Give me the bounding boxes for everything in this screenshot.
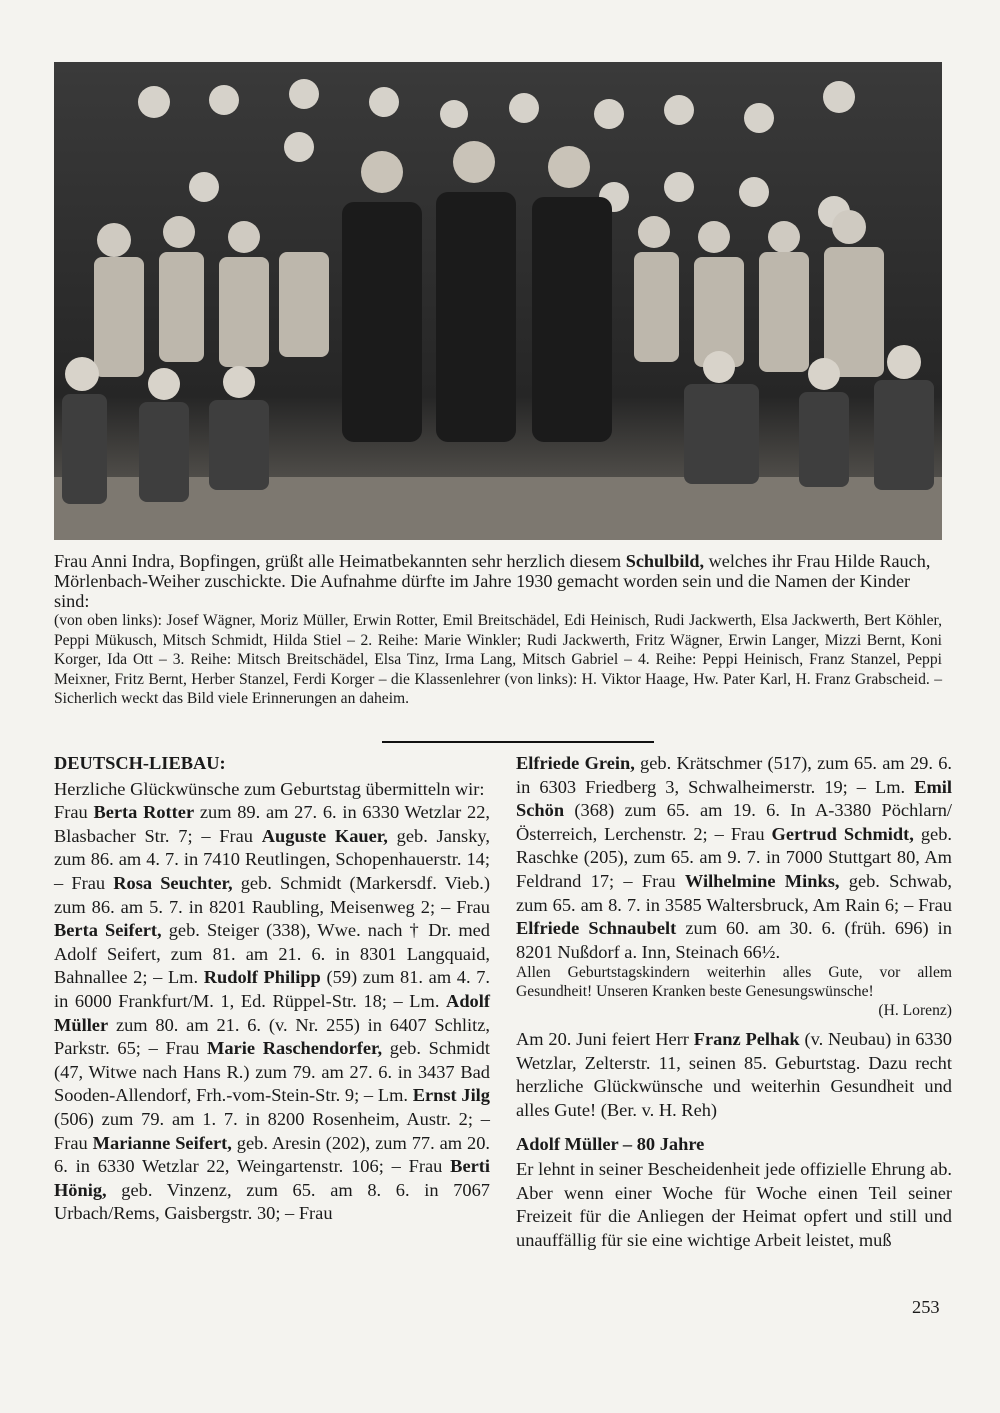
- caption-intro-b: welches ihr Frau Hilde Rauch, Mörlenbach-Weiher zuschickte. Die Aufnahme dürfte im Jahre 1930 gemacht worden sein und die Namen der Kinder sind:: [54, 551, 931, 611]
- left-column: [54, 752, 490, 1226]
- pelhak-paragraph: Am 20. Juni feiert Herr Franz Pelhak (v. Neubau) in 6330 Wetzlar, Zelterstr. 11, seinen 85. Geburtstag. Dazu recht herzliche Glückwünsche und weiterhin Gesundheit und alles Gute! (Ber. v. H. Reh): [516, 1029, 952, 1120]
- section-divider: [382, 741, 654, 743]
- photo-caption: [54, 551, 942, 709]
- page-number: 253: [912, 1297, 940, 1317]
- article-heading: Adolf Müller – 80 Jahre: [516, 1133, 705, 1154]
- intro-text: Herzliche Glückwünsche zum Geburtstag übermitteln wir:: [54, 778, 485, 799]
- class-photo: [54, 62, 942, 540]
- caption-intro-bold: Schulbild,: [625, 551, 705, 571]
- section-heading: DEUTSCH-LIEBAU:: [54, 753, 226, 773]
- article-text: Er lehnt in seiner Bescheidenheit jede offizielle Ehrung ab. Aber wenn einer Woche für Woche einen Teil seiner Freizeit für die Anliegen der Heimat opfert und still und unauffällig für sie eine wichtige Arbeit leistet, muß: [516, 1159, 952, 1250]
- caption-intro-a: Frau Anni Indra, Bopfingen, grüßt alle Heimatbekannten sehr herzlich diesem: [54, 551, 626, 571]
- birthday-list-right: Elfriede Grein, geb. Krätschmer (517), zum 65. am 29. 6. in 6303 Friedberg 3, Schwalheimerstr. 19; – Lm. Emil Schön (368) zum 65. am 19. 6. In A-3380 Pöchlarn/Österreich, Lerchenstr. 2; – Frau Gertrud Schmidt, geb. Raschke (205), zum 65. am 9. 7. in 7000 Stuttgart 80, Am Feldrand 17; – Frau Wilhelmine Minks, geb. Schwab, zum 65. am 8. 7. in 3585 Waltersbruck, Am Rain 6; – Frau Elfriede Schnaubelt zum 60. am 30. 6. (früh. 696) in 8201 Nußdorf a. Inn, Steinach 66½.: [516, 753, 953, 962]
- birthday-list-left: Frau Berta Rotter zum 89. am 27. 6. in 6330 Wetzlar 22, Blasbacher Str. 7; – Frau Auguste Kauer, geb. Jansky, zum 86. am 4. 7. in 7410 Reutlingen, Schopenhauerstr. 14; – Frau Rosa Seuchter, geb. Schmidt (Markersdf. Vieb.) zum 86. am 5. 7. in 8201 Raubling, Meisenweg 2; – Frau Berta Seifert, geb. Steiger (338), Wwe. nach † Dr. med Adolf Seifert, zum 81. am 21. 6. in 8301 Langquaid, Bahnallee 2; – Lm. Rudolf Philipp (59) zum 81. am 4. 7. in 6000 Frankfurt/M. 1, Ed. Rüppel-Str. 18; – Lm. Adolf Müller zum 80. am 21. 6. (v. Nr. 255) in 6407 Schlitz, Parkstr. 65; – Frau Marie Raschendorfer, geb. Schmidt (47, Witwe nach Hans R.) zum 79. am 27. 6. in 3437 Bad Sooden-Allendorf, Frh.-vom-Stein-Str. 9; – Lm. Ernst Jilg (506) zum 79. am 1. 7. in 8200 Rosenheim, Austr. 2; – Frau Marianne Seifert, geb. Aresin (202), zum 77. am 20. 6. in 6330 Wetzlar 22, Weingartenstr. 106; – Frau Berti Hönig, geb. Vinzenz, zum 65. am 8. 6. in 7067 Urbach/Rems, Gaisbergstr. 30; – Frau: [54, 802, 491, 1224]
- wishes-text: Allen Geburtstagskindern weiterhin alles Gute, vor allem Gesundheit! Unseren Kranken beste Genesungswünsche!: [516, 964, 952, 1000]
- signature: (H. Lorenz): [878, 1001, 952, 1019]
- caption-names: (von oben links): Josef Wägner, Moriz Müller, Erwin Rotter, Emil Breitschädel, Edi Heinisch, Rudi Jackwerth, Elsa Jackwerth, Bert Köhler, Peppi Mükusch, Mitsch Schmidt, Hilda Stiel – 2. Reihe: Marie Winkler; Rudi Jackwerth, Fritz Wägner, Erwin Langer, Mizzi Bernt, Koni Korger, Ida Ott – 3. Reihe: Mitsch Breitschädel, Elsa Tinz, Irma Lang, Mitsch Gabriel – 4. Reihe: Peppi Heinisch, Franz Stanzel, Peppi Meixner, Fritz Bernt, Herber Stanzel, Ferdi Korger – die Klassenlehrer (von links): H. Viktor Haage, Hw. Pater Karl, H. Franz Grabscheid. – Sicherlich weckt das Bild viele Erinnerungen an daheim.: [54, 612, 942, 707]
- right-column: [516, 752, 952, 1252]
- school-class-photo-icon: [54, 62, 942, 540]
- signature-line: [516, 1002, 952, 1021]
